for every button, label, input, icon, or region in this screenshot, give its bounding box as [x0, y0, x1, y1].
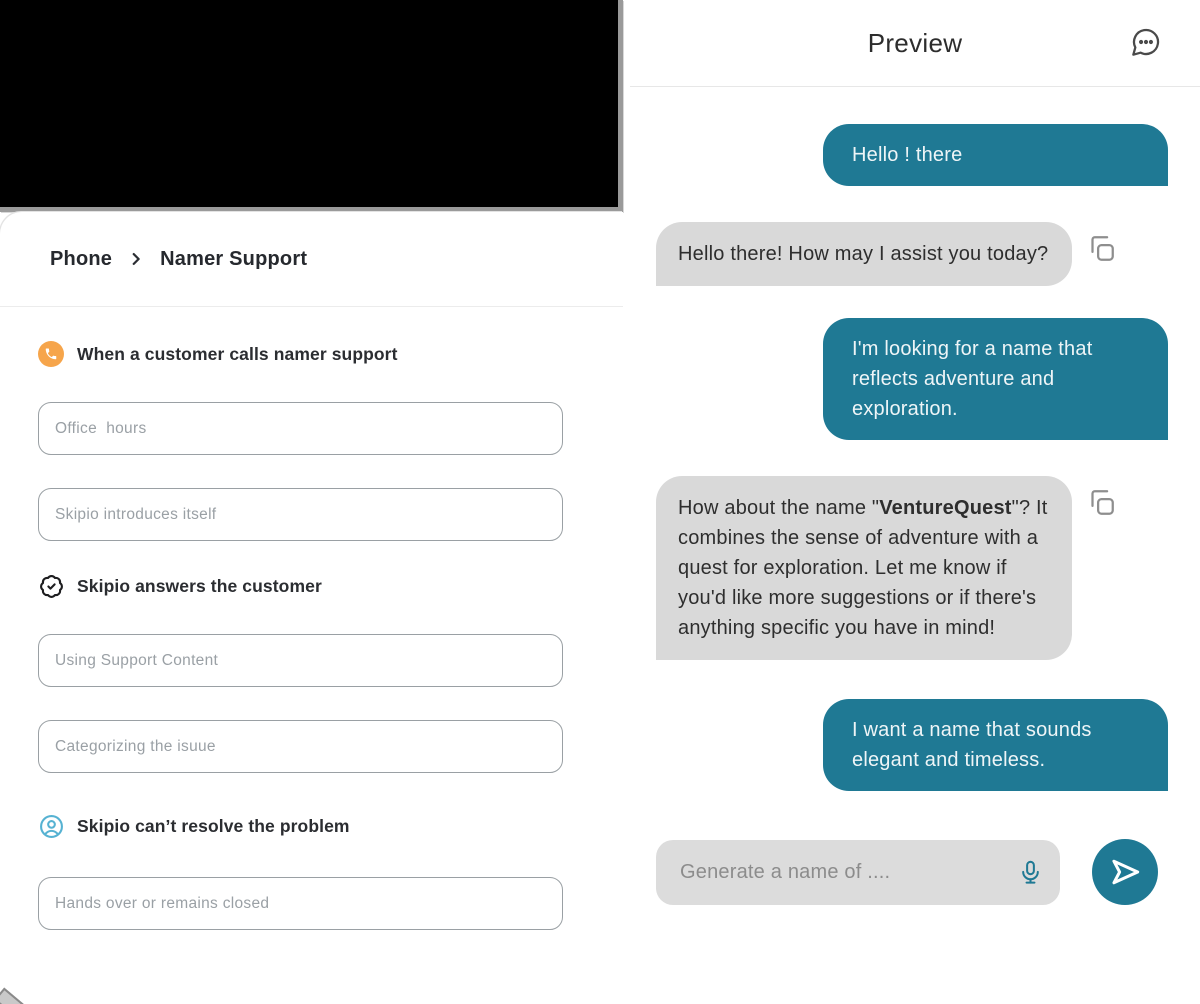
preview-title: Preview — [867, 27, 963, 58]
support-content-field[interactable] — [38, 634, 563, 687]
received-message-row — [656, 222, 1168, 286]
breadcrumb-phone[interactable]: Phone — [50, 247, 113, 270]
office-hours-field[interactable] — [38, 402, 563, 455]
hands-over-field[interactable] — [38, 877, 563, 930]
sent-message: I want a name that sounds elegant and timeless. — [823, 699, 1168, 791]
flow-card — [0, 212, 623, 930]
sent-message: Hello ! there — [823, 124, 1168, 186]
breadcrumb — [0, 212, 623, 307]
skipio-introduces-field[interactable] — [38, 488, 563, 541]
composer — [656, 839, 1168, 905]
badge-check-icon — [38, 574, 64, 599]
mic-icon[interactable] — [1017, 859, 1044, 886]
preview-header — [630, 0, 1200, 87]
flow-form — [0, 341, 623, 930]
section-title: When a customer calls namer support — [77, 343, 398, 364]
breadcrumb-namer-support[interactable]: Namer Support — [160, 247, 308, 270]
message-bold-text: VentureQuest — [879, 497, 1012, 519]
received-message-row — [656, 476, 1168, 660]
copy-icon[interactable] — [1088, 235, 1115, 262]
chat-thread — [630, 87, 1200, 905]
section-title: Skipio answers the customer — [77, 575, 322, 596]
send-button[interactable] — [1092, 839, 1158, 905]
section-customer-calls — [38, 341, 564, 367]
phone-icon — [38, 341, 64, 367]
received-message: Hello there! How may I assist you today? — [656, 222, 1072, 286]
message-text: "? It combines the sense of adventure with a quest for exploration. Let me know if you'd like more suggestions or if there's anything specific you have in mind! — [678, 497, 1048, 639]
sent-message: I'm looking for a name that reflects adventure and exploration. — [823, 318, 1168, 440]
copy-icon[interactable] — [1088, 489, 1115, 516]
chat-dots-icon[interactable] — [1130, 26, 1162, 58]
user-circle-icon — [38, 814, 64, 839]
section-cant-resolve — [38, 813, 564, 839]
chevron-right-icon — [127, 250, 145, 268]
video-placeholder — [0, 0, 623, 212]
categorizing-issue-field[interactable] — [38, 720, 563, 773]
composer-input-wrap — [656, 840, 1060, 905]
message-text: How about the name " — [678, 497, 880, 519]
received-message — [656, 476, 1072, 660]
section-title: Skipio can’t resolve the problem — [77, 815, 350, 836]
preview-panel — [630, 0, 1200, 1004]
section-skipio-answers — [38, 573, 564, 599]
message-input[interactable] — [656, 840, 1060, 905]
